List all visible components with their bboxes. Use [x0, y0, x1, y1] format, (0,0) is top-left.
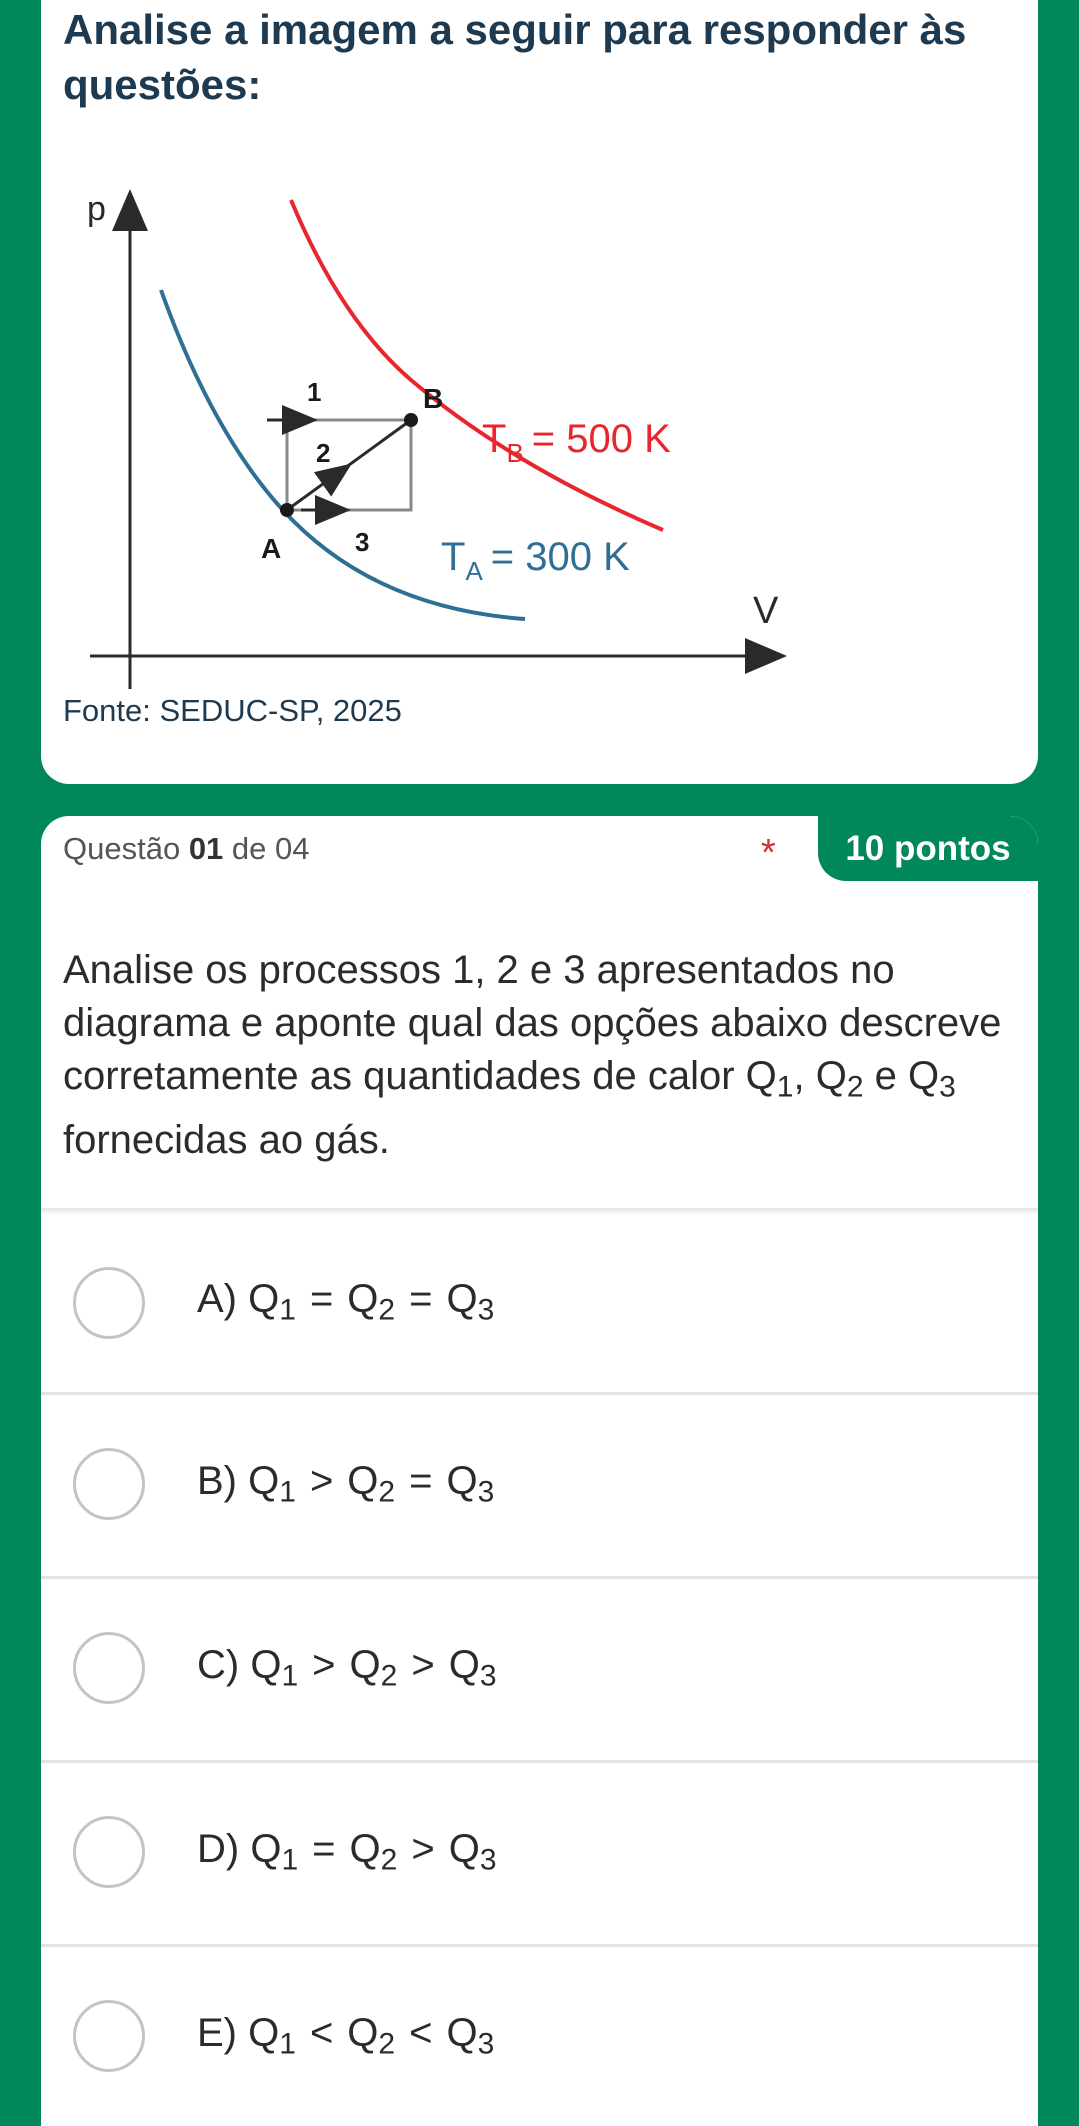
path-1-label: 1	[307, 377, 322, 407]
tb-label: $T_B = 500$ K	[482, 417, 671, 468]
point-a-marker	[280, 503, 294, 517]
option-c[interactable]	[41, 1576, 1038, 1757]
path-2-label: 2	[316, 438, 331, 468]
option-e[interactable]	[41, 1944, 1038, 2125]
option-e-label: E) $Q_1 < Q_2 < Q_3$	[197, 2010, 495, 2061]
option-a[interactable]	[41, 1212, 1038, 1393]
radio-a[interactable]	[73, 1267, 145, 1339]
path-3-label: 3	[355, 527, 370, 557]
p-axis-label: p	[87, 190, 106, 228]
radio-e[interactable]	[73, 2000, 145, 2072]
option-d-label: D) $Q_1 = Q_2 > Q_3$	[197, 1826, 497, 1877]
isotherm-hot-curve	[291, 200, 663, 530]
figure-source: Fonte: SEDUC-SP, 2025	[63, 693, 402, 728]
option-b[interactable]	[41, 1392, 1038, 1573]
option-b-label: B) $Q_1 > Q_2 = Q_3$	[197, 1458, 495, 1509]
points-badge: 10 pontos	[818, 816, 1038, 881]
radio-d[interactable]	[73, 1816, 145, 1888]
ta-label: $T_A = 300$ K	[441, 535, 630, 586]
info-title: Analise a imagem a seguir para responder às questões:	[63, 6, 967, 108]
point-b-marker	[404, 413, 418, 427]
point-a-label: A	[261, 533, 282, 564]
radio-b[interactable]	[73, 1448, 145, 1520]
question-text: Analise os processos 1, 2 e 3 apresentados no diagrama e aponte qual das opções abaixo descreve corretamente as quantidades de calor $Q_1$, $Q_2$ e $Q_3$ fornecidas ao gás.	[63, 948, 1002, 1162]
option-a-label: A) $Q_1 = Q_2 = Q_3$	[197, 1277, 495, 1327]
radio-c[interactable]	[73, 1632, 145, 1704]
option-c-label: C) $Q_1 > Q_2 > Q_3$	[197, 1642, 497, 1693]
option-d[interactable]	[41, 1760, 1038, 1941]
pv-diagram-figure	[41, 0, 1038, 789]
required-mark: *	[761, 832, 776, 874]
point-b-label: B	[423, 383, 444, 414]
info-card	[41, 0, 1038, 784]
question-card	[41, 816, 1038, 2126]
v-axis-label: V	[753, 590, 779, 632]
question-counter: Questão 01 de 04	[63, 831, 310, 866]
pv-diagram	[41, 0, 1038, 784]
